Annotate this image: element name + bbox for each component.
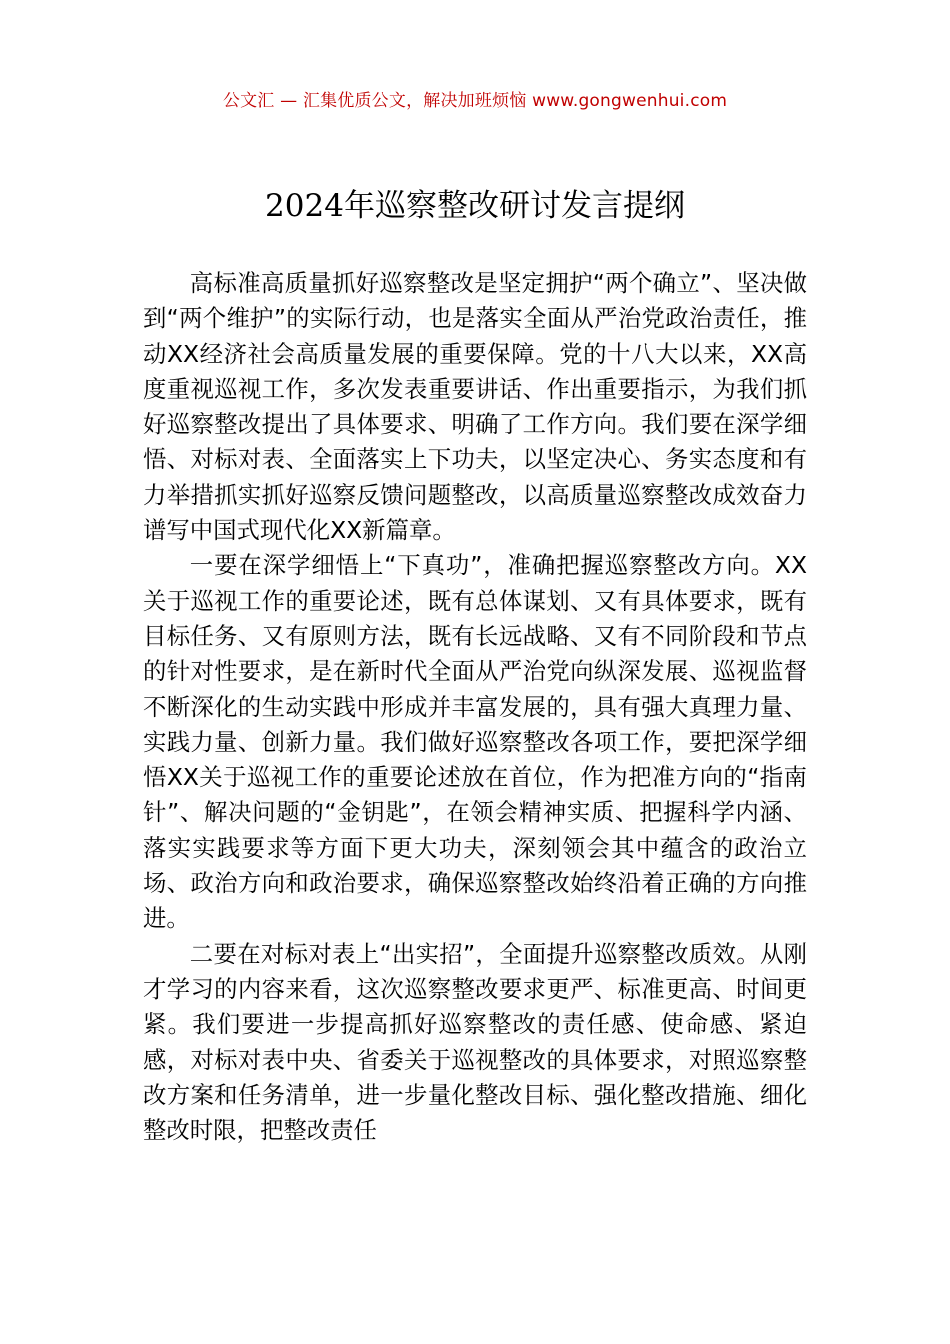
paragraph-intro: 高标准高质量抓好巡察整改是坚定拥护“两个确立”、坚决做到“两个维护”的实际行动，也是落实全面从严治党政治责任，推动XX经济社会高质量发展的重要保障。党的十八大以来，XX高度重视巡视工作，多次发表重要讲话、作出重要指示，为我们抓好巡察整改提出了具体要求、明确了工作方向。我们要在深学细悟、对标对表、全面落实上下功夫，以坚定决心、务实态度和有力举措抓实抓好巡察反馈问题整改，以高质量巡察整改成效奋力谱写中国式现代化XX新篇章。 [143,269,807,545]
paragraph-point-one: 一要在深学细悟上“下真功”，准确把握巡察整改方向。XX关于巡视工作的重要论述，既有总体谋划、又有具体要求，既有目标任务、又有原则方法，既有长远战略、又有不同阶段和节点的针对性要求，是在新时代全面从严治党向纵深发展、巡视监督不断深化的生动实践中形成并丰富发展的，具有强大真理力量、实践力量、创新力量。我们做好巡察整改各项工作，要把深学细悟XX关于巡视工作的重要论述放在首位，作为把准方向的“指南针”、解决问题的“金钥匙”，在领会精神实质、把握科学内涵、落实实践要求等方面下更大功夫，深刻领会其中蕴含的政治立场、政治方向和政治要求，确保巡察整改始终沿着正确的方向推进。 [143,551,807,933]
document-title: 2024年巡察整改研讨发言提纲 [265,188,685,224]
document-body [143,266,807,1148]
watermark-banner: 公文汇 — 汇集优质公文，解决加班烦恼 www.gongwenhui.com [222,91,728,111]
paragraph-point-two: 二要在对标对表上“出实招”，全面提升巡察整改质效。从刚才学习的内容来看，这次巡察整改要求更严、标准更高、时间更紧。我们要进一步提高抓好巡察整改的责任感、使命感、紧迫感，对标对表中央、省委关于巡视整改的具体要求，对照巡察整改方案和任务清单，进一步量化整改目标、强化整改措施、细化整改时限，把整改责任 [143,939,807,1145]
